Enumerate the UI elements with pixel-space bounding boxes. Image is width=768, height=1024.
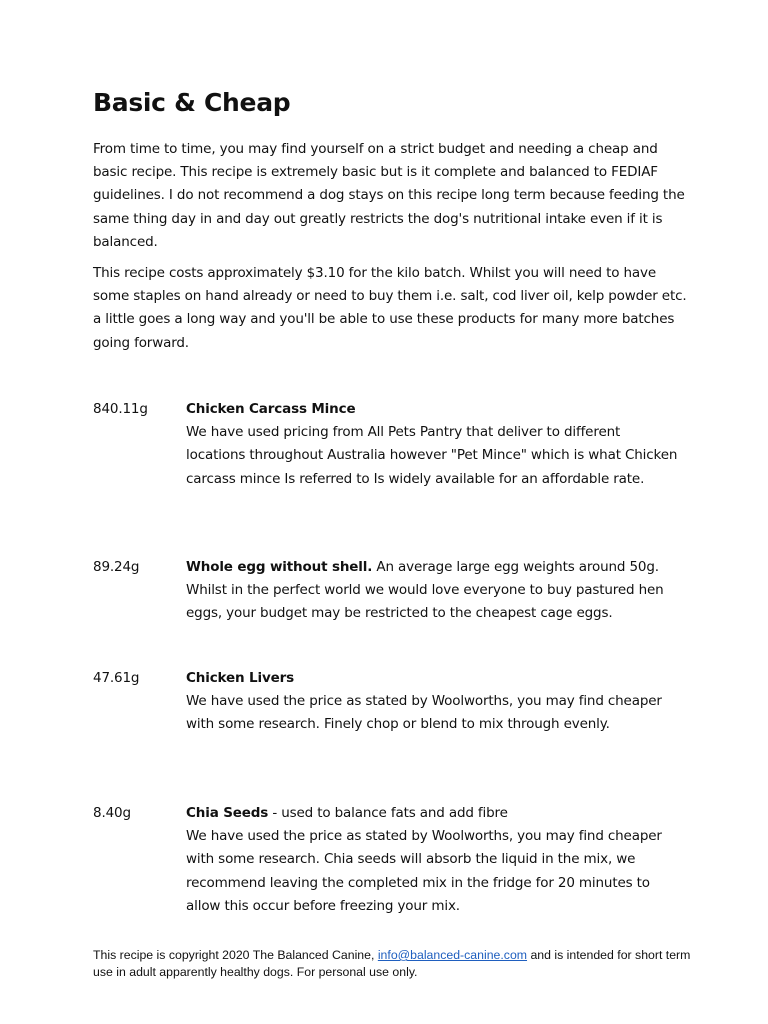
email-link[interactable]: info@balanced-canine.com — [377, 948, 528, 962]
ingredient-details — [186, 802, 681, 918]
ingredient-amount: 89.24g — [93, 559, 140, 575]
ingredient-amount: 8.40g — [93, 805, 131, 821]
ingredient-amount: 840.11g — [93, 401, 148, 417]
ingredient-description: We have used the price as stated by Woolworths, you may find cheaper with some research. Chia seeds will absorb the liquid in the mix, we recommend leaving the completed mix in the fridge for 20 minutes to allow this occur before freezing your mix. — [186, 828, 662, 914]
intro-paragraph: This recipe costs approximately $3.10 for the kilo batch. Whilst you will need to have some staples on hand already or need to buy them i.e. salt, cod liver oil, kelp powder etc. a little goes a long way and you'll be able to use these products for many more batches going forward. — [93, 265, 687, 351]
ingredient-amount: 47.61g — [93, 670, 140, 686]
copyright-footer — [93, 947, 693, 981]
ingredient-details — [186, 398, 681, 491]
ingredient-name: Chicken Carcass Mince — [186, 401, 356, 417]
intro-paragraph: From time to time, you may find yourself on a strict budget and needing a cheap and basic recipe. This recipe is extremely basic but is it complete and balanced to FEDIAF guidelines. I do not recommend a dog stays on this recipe long term because feeding the same thing day in and day out greatly restricts the dog's nutritional intake even if it is balanced. — [93, 141, 685, 250]
ingredient-details — [186, 667, 681, 737]
ingredient-name: Chicken Livers — [186, 670, 295, 686]
ingredient-description: We have used the price as stated by Woolworths, you may find cheaper with some research. Finely chop or blend to mix through evenly. — [186, 693, 662, 733]
ingredient-note: An average large egg weights around 50g. — [372, 559, 659, 575]
ingredient-description: Whilst in the perfect world we would love everyone to buy pastured hen eggs, your budget may be restricted to the cheapest cage eggs. — [186, 582, 664, 622]
ingredient-name: Chia Seeds — [186, 805, 269, 821]
footer-text: and is intended for short term use in adult apparently healthy dogs. For personal use only. — [93, 948, 691, 979]
ingredient-note: - used to balance fats and add fibre — [268, 805, 508, 821]
footer-text: This recipe is copyright 2020 The Balanced Canine, — [93, 948, 378, 962]
ingredient-details — [186, 556, 681, 626]
ingredient-description: We have used pricing from All Pets Pantry that deliver to different locations throughout Australia however "Pet Mince" which is what Chicken carcass mince Is referred to Is widely available for an affordable rate. — [186, 424, 678, 487]
ingredient-name: Whole egg without shell. — [186, 559, 373, 575]
page-title: Basic & Cheap — [93, 88, 291, 117]
